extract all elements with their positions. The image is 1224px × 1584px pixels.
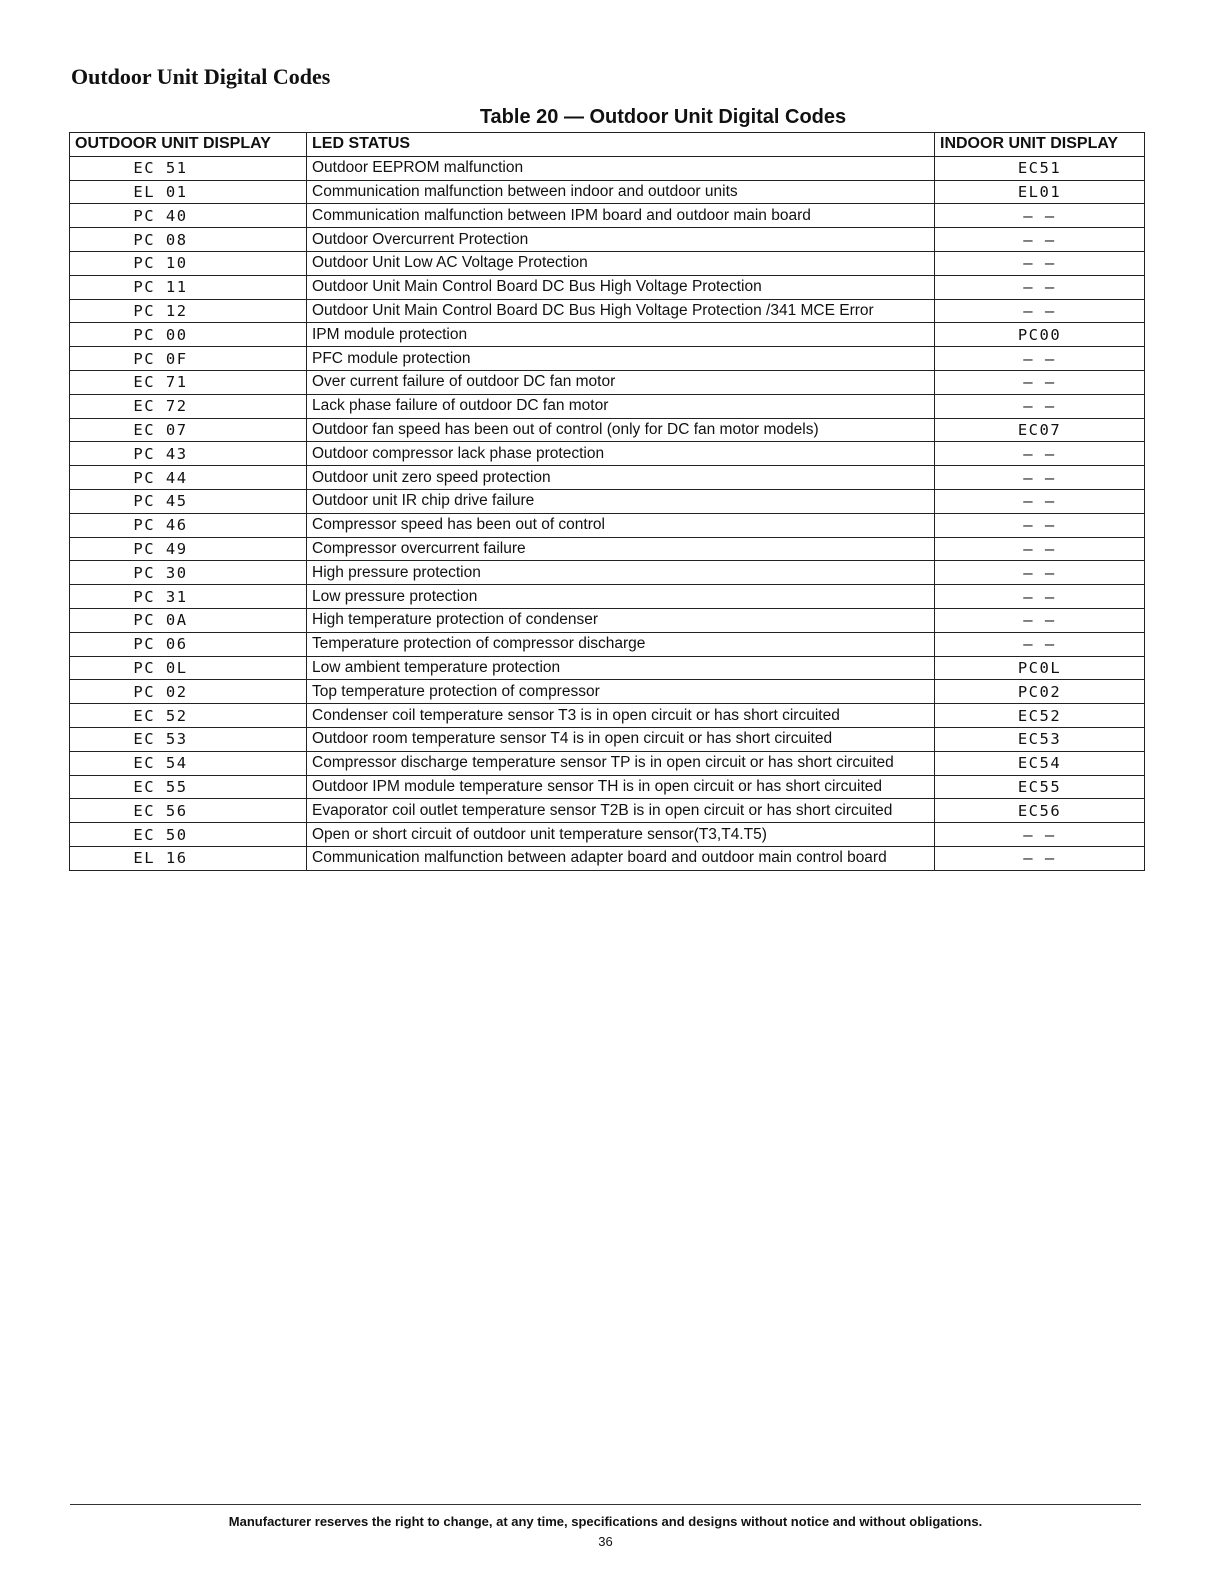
outdoor-code-cell: PC 02 — [70, 680, 307, 704]
table-row — [70, 823, 1145, 847]
table-row — [70, 799, 1145, 823]
indoor-code-cell: — — — [935, 561, 1145, 585]
indoor-code-cell: EC52 — [935, 704, 1145, 728]
table-row — [70, 323, 1145, 347]
digital-codes-table — [69, 132, 1145, 871]
indoor-code-cell: — — — [935, 394, 1145, 418]
header-led-status: LED STATUS — [307, 133, 935, 157]
led-status-cell: Communication malfunction between adapter board and outdoor main control board — [307, 846, 935, 870]
outdoor-code-cell: EL 01 — [70, 180, 307, 204]
led-status-cell: Outdoor unit zero speed protection — [307, 466, 935, 490]
page-number: 36 — [598, 1534, 613, 1549]
table-row — [70, 489, 1145, 513]
table-row — [70, 775, 1145, 799]
footer-divider — [70, 1504, 1141, 1505]
table-row — [70, 251, 1145, 275]
indoor-code-cell: EC53 — [935, 727, 1145, 751]
indoor-code-cell: EC56 — [935, 799, 1145, 823]
outdoor-code-cell: EL 16 — [70, 846, 307, 870]
led-status-cell: High pressure protection — [307, 561, 935, 585]
table-row — [70, 394, 1145, 418]
table-row — [70, 704, 1145, 728]
table-row — [70, 561, 1145, 585]
outdoor-code-cell: EC 56 — [70, 799, 307, 823]
outdoor-code-cell: PC 45 — [70, 489, 307, 513]
outdoor-code-cell: EC 50 — [70, 823, 307, 847]
indoor-code-cell: EC54 — [935, 751, 1145, 775]
led-status-cell: Low pressure protection — [307, 585, 935, 609]
indoor-code-cell: EL01 — [935, 180, 1145, 204]
led-status-cell: Temperature protection of compressor discharge — [307, 632, 935, 656]
indoor-code-cell: PC02 — [935, 680, 1145, 704]
outdoor-code-cell: PC 43 — [70, 442, 307, 466]
table-row — [70, 347, 1145, 371]
indoor-code-cell: EC07 — [935, 418, 1145, 442]
header-indoor-display: INDOOR UNIT DISPLAY — [935, 133, 1145, 157]
indoor-code-cell: — — — [935, 251, 1145, 275]
indoor-code-cell: — — — [935, 228, 1145, 252]
led-status-cell: Compressor overcurrent failure — [307, 537, 935, 561]
led-status-cell: Compressor speed has been out of control — [307, 513, 935, 537]
table-row — [70, 680, 1145, 704]
indoor-code-cell: — — — [935, 299, 1145, 323]
indoor-code-cell: — — — [935, 846, 1145, 870]
led-status-cell: Outdoor unit IR chip drive failure — [307, 489, 935, 513]
outdoor-code-cell: PC 44 — [70, 466, 307, 490]
led-status-cell: Top temperature protection of compressor — [307, 680, 935, 704]
outdoor-code-cell: PC 12 — [70, 299, 307, 323]
led-status-cell: Compressor discharge temperature sensor TP is in open circuit or has short circuited — [307, 751, 935, 775]
outdoor-code-cell: PC 00 — [70, 323, 307, 347]
table-row — [70, 585, 1145, 609]
table-row — [70, 370, 1145, 394]
indoor-code-cell: — — — [935, 466, 1145, 490]
led-status-cell: Lack phase failure of outdoor DC fan motor — [307, 394, 935, 418]
outdoor-code-cell: PC 0A — [70, 608, 307, 632]
led-status-cell: Outdoor EEPROM malfunction — [307, 156, 935, 180]
outdoor-code-cell: EC 52 — [70, 704, 307, 728]
table-row — [70, 466, 1145, 490]
table-row — [70, 656, 1145, 680]
table-row — [70, 156, 1145, 180]
table-row — [70, 180, 1145, 204]
table-row — [70, 846, 1145, 870]
outdoor-code-cell: EC 71 — [70, 370, 307, 394]
led-status-cell: Low ambient temperature protection — [307, 656, 935, 680]
table-row — [70, 442, 1145, 466]
led-status-cell: IPM module protection — [307, 323, 935, 347]
indoor-code-cell: PC00 — [935, 323, 1145, 347]
indoor-code-cell: EC55 — [935, 775, 1145, 799]
table-row — [70, 418, 1145, 442]
led-status-cell: Outdoor Unit Low AC Voltage Protection — [307, 251, 935, 275]
indoor-code-cell: — — — [935, 537, 1145, 561]
table-row — [70, 275, 1145, 299]
indoor-code-cell: PC0L — [935, 656, 1145, 680]
led-status-cell: Evaporator coil outlet temperature sensor T2B is in open circuit or has short circuited — [307, 799, 935, 823]
table-row — [70, 299, 1145, 323]
outdoor-code-cell: EC 51 — [70, 156, 307, 180]
outdoor-code-cell: EC 55 — [70, 775, 307, 799]
led-status-cell: Outdoor room temperature sensor T4 is in open circuit or has short circuited — [307, 727, 935, 751]
outdoor-code-cell: PC 10 — [70, 251, 307, 275]
indoor-code-cell: — — — [935, 489, 1145, 513]
led-status-cell: Communication malfunction between IPM board and outdoor main board — [307, 204, 935, 228]
table-title: Table 20 — Outdoor Unit Digital Codes — [479, 106, 847, 128]
table-row — [70, 537, 1145, 561]
outdoor-code-cell: EC 72 — [70, 394, 307, 418]
outdoor-code-cell: EC 07 — [70, 418, 307, 442]
table-row — [70, 632, 1145, 656]
table-row — [70, 204, 1145, 228]
indoor-code-cell: — — — [935, 823, 1145, 847]
outdoor-code-cell: PC 31 — [70, 585, 307, 609]
led-status-cell: Open or short circuit of outdoor unit temperature sensor(T3,T4.T5) — [307, 823, 935, 847]
outdoor-code-cell: PC 0L — [70, 656, 307, 680]
led-status-cell: High temperature protection of condenser — [307, 608, 935, 632]
outdoor-code-cell: PC 40 — [70, 204, 307, 228]
page-heading: Outdoor Unit Digital Codes — [71, 64, 331, 89]
led-status-cell: Communication malfunction between indoor and outdoor units — [307, 180, 935, 204]
indoor-code-cell: — — — [935, 442, 1145, 466]
indoor-code-cell: EC51 — [935, 156, 1145, 180]
led-status-cell: Outdoor Unit Main Control Board DC Bus High Voltage Protection — [307, 275, 935, 299]
led-status-cell: Outdoor Unit Main Control Board DC Bus High Voltage Protection /341 MCE Error — [307, 299, 935, 323]
footer-disclaimer: Manufacturer reserves the right to change, at any time, specifications and designs without notice and without obligations. — [228, 1514, 983, 1529]
led-status-cell: Outdoor fan speed has been out of control (only for DC fan motor models) — [307, 418, 935, 442]
outdoor-code-cell: PC 30 — [70, 561, 307, 585]
outdoor-code-cell: PC 0F — [70, 347, 307, 371]
table-body — [70, 156, 1145, 870]
indoor-code-cell: — — — [935, 608, 1145, 632]
led-status-cell: Outdoor IPM module temperature sensor TH is in open circuit or has short circuited — [307, 775, 935, 799]
table-row — [70, 727, 1145, 751]
indoor-code-cell: — — — [935, 275, 1145, 299]
header-outdoor-display: OUTDOOR UNIT DISPLAY — [70, 133, 307, 157]
indoor-code-cell: — — — [935, 585, 1145, 609]
indoor-code-cell: — — — [935, 632, 1145, 656]
indoor-code-cell: — — — [935, 204, 1145, 228]
led-status-cell: PFC module protection — [307, 347, 935, 371]
outdoor-code-cell: PC 06 — [70, 632, 307, 656]
table-row — [70, 608, 1145, 632]
outdoor-code-cell: PC 46 — [70, 513, 307, 537]
outdoor-code-cell: EC 53 — [70, 727, 307, 751]
indoor-code-cell: — — — [935, 347, 1145, 371]
table-row — [70, 751, 1145, 775]
indoor-code-cell: — — — [935, 370, 1145, 394]
table-row — [70, 513, 1145, 537]
outdoor-code-cell: PC 49 — [70, 537, 307, 561]
outdoor-code-cell: EC 54 — [70, 751, 307, 775]
table-row — [70, 228, 1145, 252]
led-status-cell: Outdoor compressor lack phase protection — [307, 442, 935, 466]
led-status-cell: Condenser coil temperature sensor T3 is in open circuit or has short circuited — [307, 704, 935, 728]
led-status-cell: Over current failure of outdoor DC fan motor — [307, 370, 935, 394]
indoor-code-cell: — — — [935, 513, 1145, 537]
outdoor-code-cell: PC 11 — [70, 275, 307, 299]
table-header-row — [70, 133, 1145, 157]
led-status-cell: Outdoor Overcurrent Protection — [307, 228, 935, 252]
outdoor-code-cell: PC 08 — [70, 228, 307, 252]
